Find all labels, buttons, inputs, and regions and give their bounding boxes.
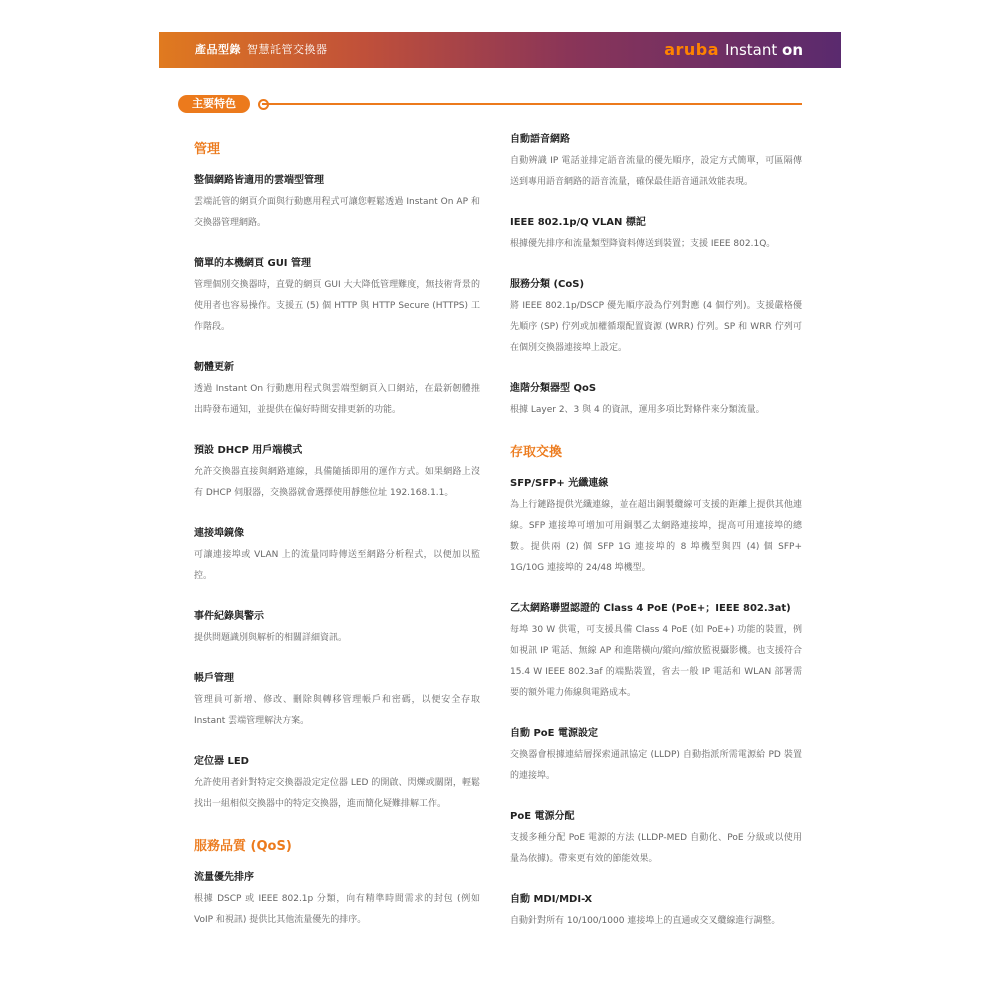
feature-title: 整個網路皆適用的雲端型管理 (194, 175, 324, 186)
feature-description: 提供問題識別與解析的相關詳細資訊。 (194, 633, 348, 643)
power-on-icon: on (782, 41, 803, 59)
feature-item (194, 669, 480, 732)
feature-item (510, 599, 802, 704)
feature-item (194, 752, 480, 815)
feature-title: PoE 電源分配 (510, 811, 575, 822)
feature-description: 管理個別交換器時，直覺的網頁 GUI 大大降低管理難度，無技術背景的使用者也容易操作。支援五 (5) 個 HTTP 與 HTTP Secure (HTTPS) 工作階段。 (194, 280, 480, 332)
aruba-wordmark: aruba (664, 40, 720, 59)
feature-title: IEEE 802.1p/Q VLAN 標記 (510, 217, 646, 228)
feature-item (510, 213, 802, 255)
category-heading: 存取交換 (510, 445, 563, 460)
feature-description: 根據 DSCP 或 IEEE 802.1p 分類，向有精準時間需求的封包 (例如 VoIP 和視訊) 提供比其他流量優先的排序。 (194, 894, 480, 925)
feature-title: 自動 MDI/MDI-X (510, 894, 593, 905)
feature-item (510, 130, 802, 193)
document-type: 產品型錄 (195, 43, 241, 56)
category-heading: 管理 (194, 142, 221, 157)
feature-title: 帳戶管理 (194, 673, 234, 684)
document-title (195, 32, 328, 68)
feature-item (510, 474, 802, 579)
feature-item (194, 441, 480, 504)
right-column (510, 130, 802, 952)
feature-title: 預設 DHCP 用戶端模式 (194, 445, 303, 456)
section-divider (262, 103, 802, 105)
feature-title: 自動語音網路 (510, 134, 570, 145)
feature-title: 連接埠鏡像 (194, 528, 244, 539)
document-header (159, 32, 841, 68)
feature-item (510, 807, 802, 870)
feature-title: 自動 PoE 電源設定 (510, 728, 598, 739)
brand-product: Instant (725, 41, 778, 59)
feature-item (194, 868, 480, 931)
feature-description: 允許使用者針對特定交換器設定定位器 LED 的開啟、閃爍或關閉，輕鬆找出一組相似交換器中的特定交換器，進而簡化疑難排解工作。 (194, 778, 480, 809)
feature-item (194, 171, 480, 234)
feature-description: 為上行鏈路提供光纖連線，並在超出銅製纜線可支援的距離上提供其他連線。SFP 連接埠可增加可用銅製乙太網路連接埠，提高可用連接埠的總數。提供兩 (2) 個 SFP 1G 連接埠的 8 埠機型與四 (4) 個 SFP+ 1G/10G 連接埠的 24/48 埠機型。 (510, 500, 802, 573)
feature-title: 服務分類 (CoS) (510, 279, 585, 290)
left-column (194, 130, 480, 951)
feature-item (510, 379, 802, 421)
feature-description: 管理員可新增、修改、刪除與轉移管理帳戶和密碼，以便安全存取 Instant 雲端管理解決方案。 (194, 695, 480, 726)
feature-description: 交換器會根據連結層探索通訊協定 (LLDP) 自動指派所需電源給 PD 裝置的連接埠。 (510, 750, 802, 781)
feature-description: 每埠 30 W 供電，可支援具備 Class 4 PoE (如 PoE+) 功能的裝置，例如視訊 IP 電話、無線 AP 和進階橫向/縱向/縮放監視攝影機。也支援符合 15.4 W IEEE 802.3af 的端點裝置，省去一般 IP 電話和 WLAN 部署需要的額外電力佈線與電路成本。 (510, 625, 802, 698)
feature-description: 自動辨識 IP 電話並排定語音流量的優先順序，設定方式簡單，可區隔傳送到專用語音網路的語音流量，確保最佳語音通訊效能表現。 (510, 156, 802, 187)
feature-title: 簡單的本機網頁 GUI 管理 (194, 258, 312, 269)
feature-title: 乙太網路聯盟認證的 Class 4 PoE (PoE+；IEEE 802.3at) (510, 603, 791, 614)
feature-title: 進階分類器型 QoS (510, 383, 597, 394)
category-heading: 服務品質 (QoS) (194, 839, 292, 854)
feature-item (510, 275, 802, 359)
feature-title: 定位器 LED (194, 756, 249, 767)
feature-title: 事件紀錄與警示 (194, 611, 264, 622)
feature-description: 允許交換器直接與網路連線，具備隨插即用的運作方式。如果網路上沒有 DHCP 伺服器，交換器就會選擇使用靜態位址 192.168.1.1。 (194, 467, 480, 498)
feature-title: 韌體更新 (194, 362, 234, 373)
feature-item (194, 524, 480, 587)
feature-description: 根據 Layer 2、3 與 4 的資訊，運用多項比對條件來分類流量。 (510, 405, 765, 415)
feature-description: 自動針對所有 10/100/1000 連接埠上的直通或交叉纜線進行調整。 (510, 916, 781, 926)
feature-description: 雲端託管的網頁介面與行動應用程式可讓您輕鬆透過 Instant On AP 和交換器管理網路。 (194, 197, 480, 228)
feature-description: 將 IEEE 802.1p/DSCP 優先順序設為佇列對應 (4 個佇列)。支援嚴格優先順序 (SP) 佇列或加權循環配置資源 (WRR) 佇列。SP 和 WRR 佇列可在個別交換器連接埠上設定。 (510, 301, 802, 353)
feature-description: 可讓連接埠或 VLAN 上的流量同時傳送至網路分析程式，以便加以監控。 (194, 550, 480, 581)
feature-item (194, 254, 480, 338)
feature-title: 流量優先排序 (194, 872, 254, 883)
section-title: 主要特色 (178, 95, 250, 113)
feature-item (510, 890, 802, 932)
feature-title: SFP/SFP+ 光纖連線 (510, 478, 609, 489)
feature-item (510, 724, 802, 787)
feature-item (194, 358, 480, 421)
document-subject: 智慧託管交換器 (247, 43, 328, 56)
feature-description: 支援多種分配 PoE 電源的方法 (LLDP-MED 自動化、PoE 分級或以使用量為依據)。帶來更有效的節能效果。 (510, 833, 802, 864)
brand-logo (664, 32, 803, 68)
feature-description: 透過 Instant On 行動應用程式與雲端型網頁入口網站，在最新韌體推出時發布通知，並提供在偏好時間安排更新的功能。 (194, 384, 480, 415)
feature-item (194, 607, 480, 649)
feature-description: 根據優先排序和流量類型降資料傳送到裝置；支援 IEEE 802.1Q。 (510, 239, 776, 249)
